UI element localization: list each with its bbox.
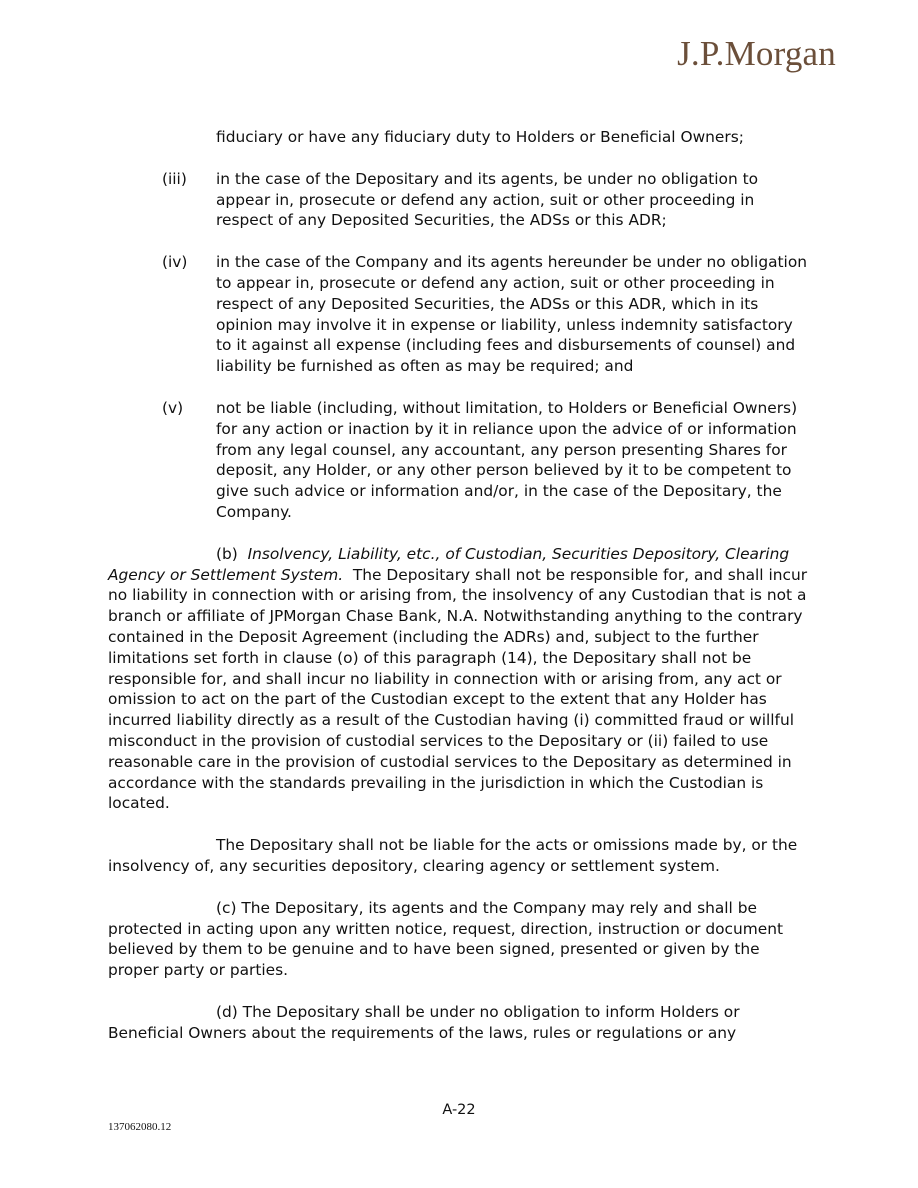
paragraph-b-heading: Insolvency, Liability, etc., of Custodian, Securities Depository, Clearing Agency or Settlement System.	[108, 544, 790, 584]
paragraph-b-2: The Depositary shall not be liable for the acts or omissions made by, or the insolvency of, any securities depository, clearing agency or settlement system.	[108, 836, 798, 875]
item-text: in the case of the Company and its agents hereunder be under no obligation to appear in, prosecute or defend any action, suit or other proceeding in respect of any Deposited Securities, the ADSs or this ADR, which in its opinion may involve it in expense or liability, unless indemnity satisfactory to it against all expense (including fees and disbursements of counsel) and liability be furnished as often as may be required; and	[216, 253, 807, 376]
list-item	[108, 252, 813, 377]
item-text: not be liable (including, without limitation, to Holders or Beneficial Owners) for any action or inaction by it in reliance upon the advice of or information from any legal counsel, any accountant, any person presenting Shares for deposit, any Holder, or any other person believed by it to be competent to give such advice or information and/or, in the case of the Depositary, the Company.	[216, 398, 798, 521]
paragraph-b-text: The Depositary shall not be responsible for, and shall incur no liability in connection with or arising from, the insolvency of any Custodian that is not a branch or affiliate of JPMorgan Chase Bank, N.A. Notwithstanding anything to the contrary contained in the Deposit Agreement (including the ADRs) and, subject to the further limitations set forth in clause (o) of this paragraph (14), the Depositary shall not be responsible for, and shall incur no liability in connection with or arising from, any act or omission to act on the part of the Custodian except to the extent that any Holder has incurred liability directly as a result of the Custodian having (i) committed fraud or willful misconduct in the provision of custodial services to the Depositary or (ii) failed to use reasonable care in the provision of custodial services to the Depositary as determined in accordance with the standards prevailing in the jurisdiction in which the Custodian is located.	[108, 565, 808, 813]
continuation-text: fiduciary or have any fiduciary duty to Holders or Beneficial Owners;	[216, 128, 744, 146]
paragraph-b	[108, 544, 813, 814]
item-number: (iv)	[162, 253, 188, 272]
page-number: A-22	[442, 1102, 476, 1118]
jpmorgan-logo: J.P.Morgan	[677, 34, 836, 73]
item-number: (v)	[162, 398, 184, 417]
paragraph-b-label: (b)	[216, 544, 238, 563]
document-number: 137062080.12	[108, 1121, 172, 1133]
item-number: (iii)	[162, 169, 187, 188]
paragraph-c: (c) The Depositary, its agents and the Company may rely and shall be protected in acting upon any written notice, request, direction, instruction or document believed by them to be genuine and to have been signed, presented or given by the proper party or parties.	[108, 898, 784, 980]
list-item	[108, 169, 813, 231]
list-item	[108, 398, 813, 523]
document-body	[108, 127, 813, 1043]
paragraph-d: (d) The Depositary shall be under no obligation to inform Holders or Beneficial Owners about the requirements of the laws, rules or regulations or any	[108, 1002, 740, 1042]
item-text: in the case of the Depositary and its agents, be under no obligation to appear in, prosecute or defend any action, suit or other proceeding in respect of any Deposited Securities, the ADSs or this ADR;	[216, 169, 759, 230]
